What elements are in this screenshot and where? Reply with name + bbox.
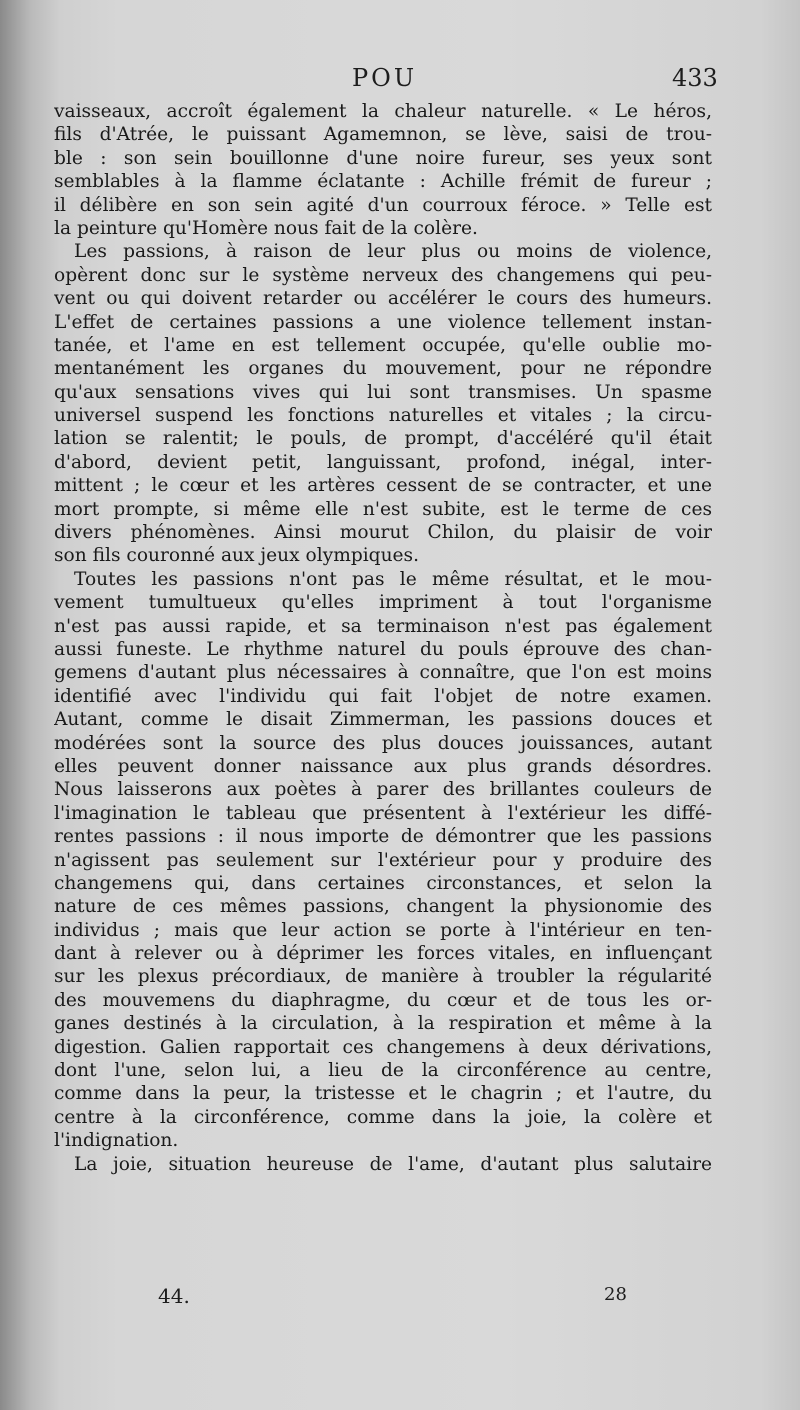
text-line: centre à la circonférence, comme dans la joie, la colère et <box>54 1106 712 1128</box>
text-line: l'indignation. <box>54 1130 179 1152</box>
text-line: vent ou qui doivent retarder ou accélérer le cours des humeurs. <box>54 288 712 310</box>
text-line: elles peuvent donner naissance aux plus grands désordres. <box>54 755 712 777</box>
text-line: nature de ces mêmes passions, changent la physionomie des <box>54 896 712 918</box>
text-line: rentes passions : il nous importe de démontrer que les passions <box>54 826 712 848</box>
text-line: son fils couronné aux jeux olympiques. <box>54 545 420 567</box>
text-line: Toutes les passions n'ont pas le même résultat, et le mou- <box>74 568 712 590</box>
page-header <box>0 64 800 96</box>
text-line: Autant, comme le disait Zimmerman, les passions douces et <box>54 709 712 731</box>
text-line: comme dans la peur, la tristesse et le chagrin ; et l'autre, du <box>54 1083 712 1105</box>
text-line: L'effet de certaines passions a une violence tellement instan- <box>54 311 712 333</box>
body-text <box>54 100 712 1280</box>
text-line: vaisseaux, accroît également la chaleur naturelle. « Le héros, <box>54 101 712 122</box>
text-line: qu'aux sensations vives qui lui sont transmises. Un spasme <box>54 381 712 403</box>
text-line: digestion. Galien rapportait ces changemens à deux dérivations, <box>54 1036 712 1058</box>
text-line: fils d'Atrée, le puissant Agamemnon, se lève, saisi de trou- <box>54 124 712 146</box>
text-line: aussi funeste. Le rhythme naturel du pouls éprouve des chan- <box>54 638 712 660</box>
text-line: l'imagination le tableau que présentent à l'extérieur les diffé- <box>54 802 712 824</box>
text-line: des mouvemens du diaphragme, du cœur et de tous les or- <box>54 989 712 1011</box>
text-line: ble : son sein bouillonne d'une noire fureur, ses yeux sont <box>54 147 712 169</box>
text-line: n'est pas aussi rapide, et sa terminaison n'est pas également <box>54 615 712 637</box>
text-line: Les passions, à raison de leur plus ou moins de violence, <box>74 241 712 263</box>
gathering-mark: 28 <box>604 1284 627 1305</box>
text-line: divers phénomènes. Ainsi mourut Chilon, du plaisir de voir <box>54 522 712 544</box>
text-line: tanée, et l'ame en est tellement occupée, qu'elle oublie mo- <box>54 334 712 356</box>
text-line: modérées sont la source des plus douces jouissances, autant <box>54 732 712 754</box>
signature-mark: 44. <box>158 1284 190 1308</box>
text-line: la peinture qu'Homère nous fait de la colère. <box>54 217 478 239</box>
text-line: il délibère en son sein agité d'un courroux féroce. » Telle est <box>54 194 712 216</box>
text-line: La joie, situation heureuse de l'ame, d'autant plus salutaire <box>74 1153 712 1175</box>
text-line: Nous laisserons aux poètes à parer des brillantes couleurs de <box>54 779 712 801</box>
text-line: dant à relever ou à déprimer les forces vitales, en influençant <box>54 943 712 965</box>
text-line: semblables à la flamme éclatante : Achille frémit de fureur ; <box>54 171 712 193</box>
page-footer <box>0 1284 800 1314</box>
text-line: individus ; mais que leur action se porte à l'intérieur en ten- <box>54 919 712 941</box>
text-line: gemens d'autant plus nécessaires à connaître, que l'on est moins <box>54 662 712 684</box>
page-number: 433 <box>672 64 718 92</box>
text-line: lation se ralentit; le pouls, de prompt, d'accéléré qu'il était <box>54 428 712 450</box>
text-line: opèrent donc sur le système nerveux des changemens qui peu- <box>54 264 712 286</box>
text-line: mittent ; le cœur et les artères cessent de se contracter, et une <box>54 475 712 497</box>
text-line: vement tumultueux qu'elles impriment à tout l'organisme <box>54 592 712 614</box>
text-line: changemens qui, dans certaines circonstances, et selon la <box>54 872 712 894</box>
text-line: mort prompte, si même elle n'est subite, est le terme de ces <box>54 498 712 520</box>
text-line: dont l'une, selon lui, a lieu de la circonférence au centre, <box>54 1060 712 1082</box>
text-line: n'agissent pas seulement sur l'extérieur pour y produire des <box>54 849 712 871</box>
text-line: sur les plexus précordiaux, de manière à troubler la régularité <box>54 966 712 988</box>
text-line: universel suspend les fonctions naturelles et vitales ; la circu- <box>54 405 712 427</box>
text-line: identifié avec l'individu qui fait l'objet de notre examen. <box>54 685 712 707</box>
text-line: d'abord, devient petit, languissant, profond, inégal, inter- <box>54 451 712 473</box>
text-line: ganes destinés à la circulation, à la respiration et même à la <box>54 1013 712 1035</box>
running-head: POU <box>352 64 418 92</box>
text-line: mentanément les organes du mouvement, pour ne répondre <box>54 358 712 380</box>
